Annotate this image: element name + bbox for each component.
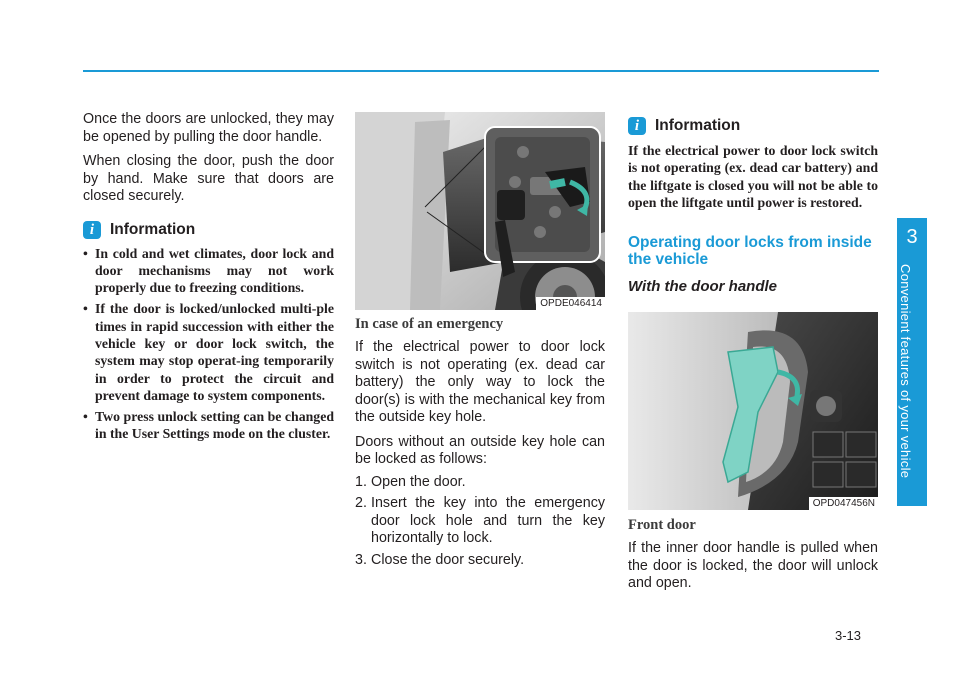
step-number: 1. bbox=[355, 473, 367, 490]
list-item: • In cold and wet climates, door lock and door mechanisms may not work properly due to freezing conditions. bbox=[83, 245, 334, 297]
chapter-tab bbox=[897, 218, 927, 506]
door-emergency-lock-figure bbox=[355, 112, 605, 310]
paragraph: Doors without an outside key hole can be locked as follows: bbox=[355, 433, 605, 467]
list-item bbox=[355, 552, 605, 570]
middle-column bbox=[355, 316, 605, 569]
list-item: • Two press unlock setting can be changed in the User Settings mode on the cluster. bbox=[83, 408, 334, 443]
information-icon: i bbox=[83, 221, 101, 239]
subheading: In case of an emergency bbox=[355, 316, 504, 332]
paragraph: When closing the door, push the door by hand. Make sure that doors are closed securely. bbox=[83, 153, 334, 204]
list-item bbox=[355, 495, 605, 548]
door-illustration bbox=[355, 112, 605, 310]
section-heading: Operating door locks from inside the vehicle bbox=[628, 234, 872, 268]
left-column bbox=[83, 111, 334, 443]
figure-code: OPDE046414 bbox=[536, 297, 605, 310]
step-text: Close the door securely. bbox=[371, 551, 525, 568]
right-column-bottom bbox=[628, 517, 878, 593]
step-text: Open the door. bbox=[371, 473, 466, 490]
figure-code: OPD047456N bbox=[809, 497, 878, 510]
page-number: 3-13 bbox=[835, 628, 862, 643]
paragraph: If the inner door handle is pulled when the door is locked, the door will unlock and open. bbox=[628, 540, 878, 591]
paragraph: If the electrical power to door lock switch is not operating (ex. dead car battery) the only way to lock the door(s) is with the mechanical key from the outside key hole. bbox=[355, 339, 605, 425]
list-item: • If the door is locked/unlocked multi-ple times in rapid succession with either the vehicle key or door lock switch, the system may stop operat-ing temporarily in order to protect the circuit and prevent damage to system components. bbox=[83, 300, 334, 404]
information-list bbox=[83, 245, 334, 443]
door-handle-figure bbox=[628, 312, 878, 510]
door-handle-illustration bbox=[628, 312, 878, 510]
information-icon: i bbox=[628, 117, 646, 135]
right-column-top bbox=[628, 117, 878, 295]
subheading: Front door bbox=[628, 517, 696, 533]
information-title: Information bbox=[655, 117, 741, 134]
step-number: 3. bbox=[355, 551, 367, 568]
chapter-title: Convenient features of your vehicle bbox=[898, 264, 913, 479]
information-header bbox=[628, 117, 878, 135]
list-item bbox=[355, 474, 605, 492]
steps-list bbox=[355, 474, 605, 570]
information-text: If the electrical power to door lock switch is not operating (ex. dead car battery) and the liftgate is closed you will not be able to open the liftgate until power is restored. bbox=[628, 143, 878, 210]
step-text: Insert the key into the emergency door lock hole and turn the key horizontally to lock. bbox=[371, 495, 605, 546]
step-number: 2. bbox=[355, 495, 367, 511]
header-rule bbox=[83, 70, 879, 72]
section-subheading: With the door handle bbox=[628, 278, 778, 296]
information-title: Information bbox=[110, 220, 196, 238]
paragraph: Once the doors are unlocked, they may be opened by pulling the door handle. bbox=[83, 111, 334, 145]
chapter-number: 3 bbox=[906, 226, 918, 248]
information-header bbox=[83, 221, 334, 239]
